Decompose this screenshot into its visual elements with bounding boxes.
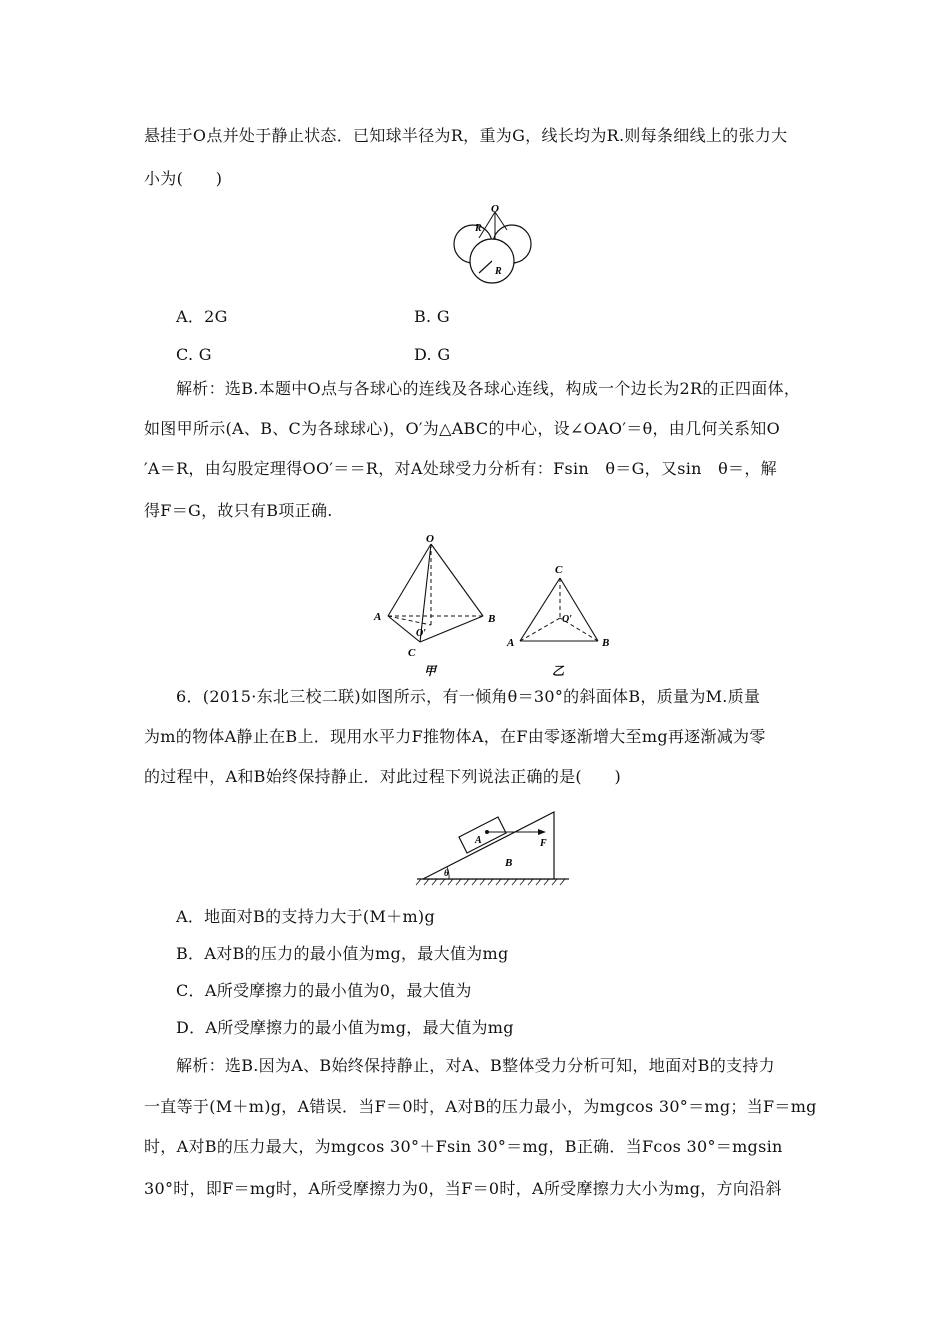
- yi-label-c: C: [555, 564, 563, 576]
- jia-caption: 甲: [424, 664, 437, 678]
- yi-label-o-prime: O′: [562, 614, 573, 625]
- q5-option-b: B. G: [414, 307, 450, 326]
- incline-label-b: B: [505, 857, 513, 869]
- q5-option-c: C. G: [176, 345, 212, 364]
- jia-label-c: C: [408, 647, 416, 659]
- incline-label-theta: θ: [444, 868, 449, 878]
- jia-label-o: O: [426, 533, 434, 545]
- incline-label-a: A: [475, 835, 482, 846]
- spheres-figure: [445, 200, 540, 290]
- yi-label-b: B: [602, 637, 610, 649]
- q6-option-d: D．A所受摩擦力的最小值为mg，最大值为mg: [176, 1018, 514, 1037]
- yi-label-a: A: [507, 637, 515, 649]
- label-r-bottom: R: [495, 266, 502, 277]
- q6-solution-line-4: 30°时，即F＝mg时，A所受摩擦力为0，当F＝0时，A所受摩擦力大小为mg，方向沿斜: [144, 1179, 782, 1198]
- triangle-yi: [506, 564, 609, 678]
- jia-label-o-prime: O′: [416, 628, 427, 639]
- jia-label-b: B: [488, 613, 496, 625]
- q6-solution-line-3: 时，A对B的压力最大，为mgcos 30°＋Fsin 30°＝mg，B正确．当Fcos 30°＝mgsin: [144, 1137, 783, 1156]
- intro-line-2: 小为( ): [144, 169, 223, 188]
- yi-caption: 乙: [552, 664, 565, 678]
- intro-line-1: 悬挂于O点并处于静止状态．已知球半径为R，重为G，线长均为R.则每条细线上的张力大: [144, 126, 788, 145]
- label-o: O: [491, 203, 499, 215]
- q6-line-2: 为m的物体A静止在B上．现用水平力F推物体A，在F由零逐渐增大至mg再逐渐减为零: [144, 727, 766, 746]
- tetrahedron-figure: [368, 532, 618, 680]
- jia-label-a: A: [374, 611, 382, 623]
- q5-option-d: D. G: [414, 345, 451, 364]
- ground-hatch: [416, 879, 565, 885]
- q6-solution-line-1: 解析：选B.因为A、B始终保持静止，对A、B整体受力分析可知，地面对B的支持力: [176, 1056, 775, 1075]
- incline-figure: [415, 808, 575, 888]
- q5-solution-line-1: 解析：选B.本题中O点与各球心的连线及各球心连线，构成一个边长为2R的正四面体，: [176, 379, 801, 398]
- q6-solution-line-2: 一直等于(M＋m)g，A错误．当F＝0时，A对B的压力最小，为mgcos 30°＝mg；当F＝mg: [144, 1097, 817, 1116]
- q5-solution-line-4: 得F＝G，故只有B项正确.: [144, 501, 333, 520]
- q5-solution-line-3: ′A＝R，由勾股定理得OO′＝＝R，对A处球受力分析有：Fsin θ＝G，又sin θ＝，解: [144, 459, 777, 478]
- q6-line-3: 的过程中，A和B始终保持静止．对此过程下列说法正确的是( ): [144, 767, 622, 786]
- q5-solution-line-2: 如图甲所示(A、B、C为各球球心)，O′为△ABC的中心，设∠OAO′＝θ，由几何关系知O: [144, 419, 781, 438]
- incline-label-f: F: [540, 838, 547, 849]
- q5-option-a: A．2G: [176, 307, 228, 326]
- q6-option-c: C．A所受摩擦力的最小值为0，最大值为: [176, 981, 472, 1000]
- q6-option-a: A．地面对B的支持力大于(M＋m)g: [176, 907, 435, 926]
- q6-line-1: 6．(2015·东北三校二联)如图所示，有一倾角θ＝30°的斜面体B，质量为M.质量: [176, 687, 761, 706]
- tetrahedron-jia: [373, 533, 495, 678]
- q6-option-b: B．A对B的压力的最小值为mg，最大值为mg: [176, 944, 509, 963]
- label-r-top: R: [475, 223, 482, 234]
